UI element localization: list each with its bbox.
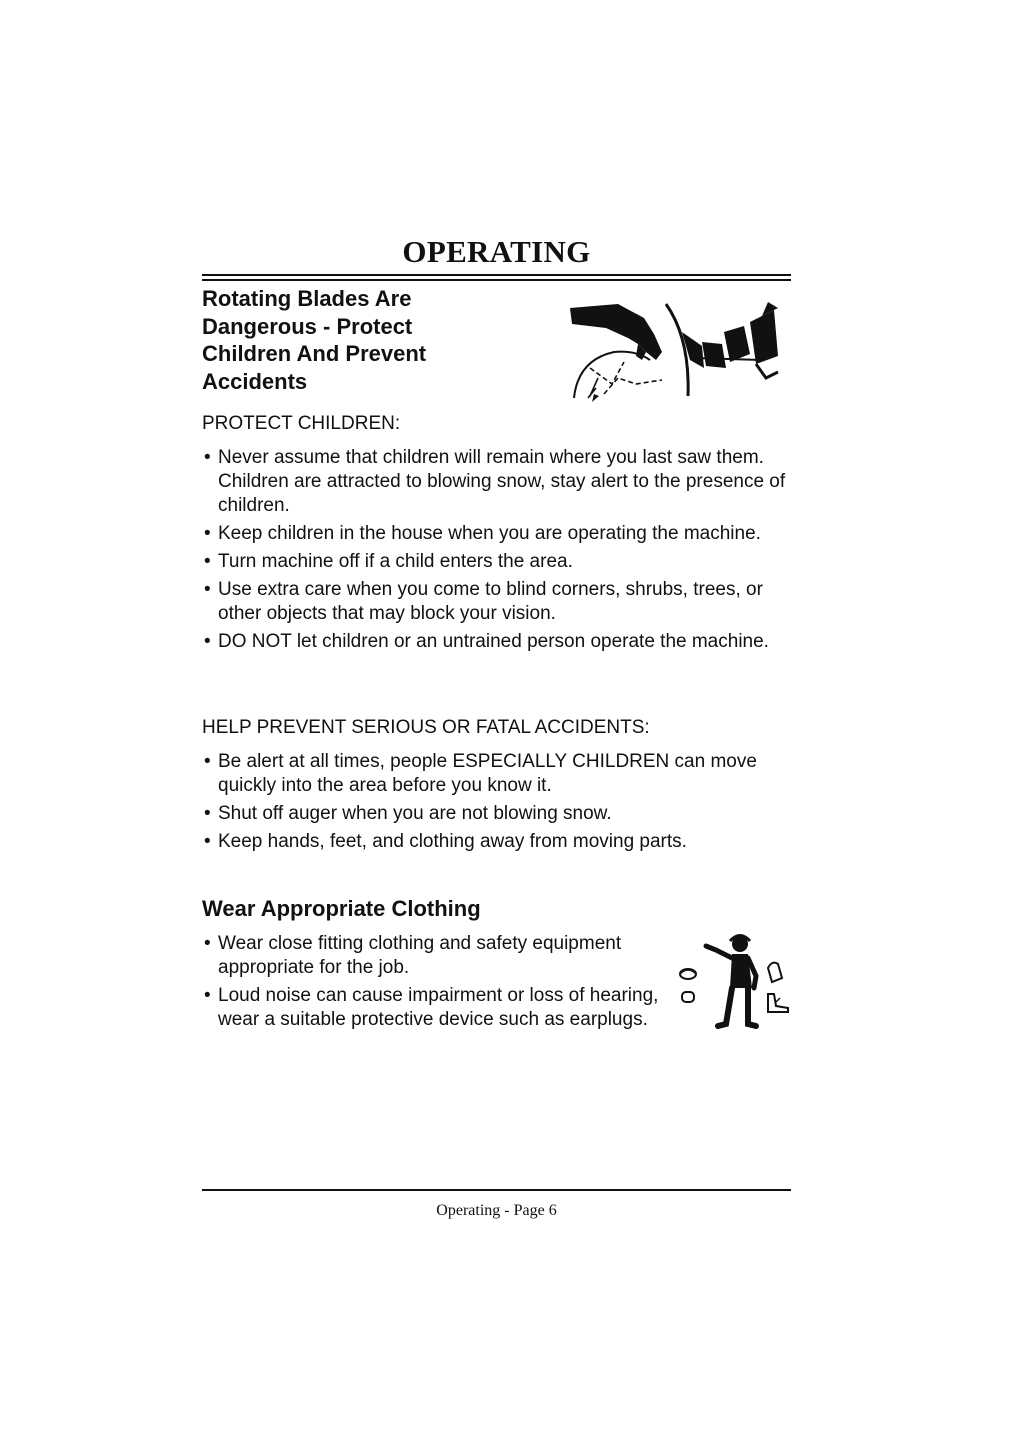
section-heading-clothing: Wear Appropriate Clothing (202, 896, 481, 921)
protective-clothing-person-icon (676, 932, 796, 1032)
page-title: OPERATING (402, 234, 591, 269)
list-item: • DO NOT let children or an untrained person operate the machine. (202, 630, 791, 654)
clothing-list (202, 932, 672, 1036)
list-item: • Never assume that children will remain where you last saw them. Children are attracted to blowing snow, stay alert to the presence of children. (202, 446, 791, 518)
protect-children-list (202, 446, 791, 658)
list-item: • Turn machine off if a child enters the area. (202, 550, 791, 574)
protect-children-heading: PROTECT CHILDREN: (202, 413, 401, 434)
footer-rule (202, 1189, 791, 1191)
list-item: • Keep hands, feet, and clothing away from moving parts. (202, 830, 791, 854)
list-item: • Wear close fitting clothing and safety equipment appropriate for the job. (202, 932, 672, 980)
list-item: • Loud noise can cause impairment or loss of hearing, wear a suitable protective device such as earplugs. (202, 984, 672, 1032)
list-item: • Shut off auger when you are not blowing snow. (202, 802, 791, 826)
section-heading-rotating-blades (202, 285, 542, 395)
list-item: • Use extra care when you come to blind corners, shrubs, trees, or other objects that may block your vision. (202, 578, 791, 626)
heading-line: Children And Prevent (202, 341, 427, 366)
heading-line: Rotating Blades Are (202, 286, 412, 311)
title-double-rule (202, 274, 791, 281)
list-item: • Be alert at all times, people ESPECIALLY CHILDREN can move quickly into the area before you know it. (202, 750, 791, 798)
prevent-accidents-list (202, 750, 791, 858)
prevent-accidents-heading: HELP PREVENT SERIOUS OR FATAL ACCIDENTS: (202, 717, 650, 738)
hand-in-auger-warning-icon (566, 298, 780, 404)
page-footer: Operating - Page 6 (436, 1202, 557, 1219)
list-item: • Keep children in the house when you are operating the machine. (202, 522, 791, 546)
heading-line: Dangerous - Protect (202, 313, 413, 339)
heading-line: Accidents (202, 368, 308, 394)
